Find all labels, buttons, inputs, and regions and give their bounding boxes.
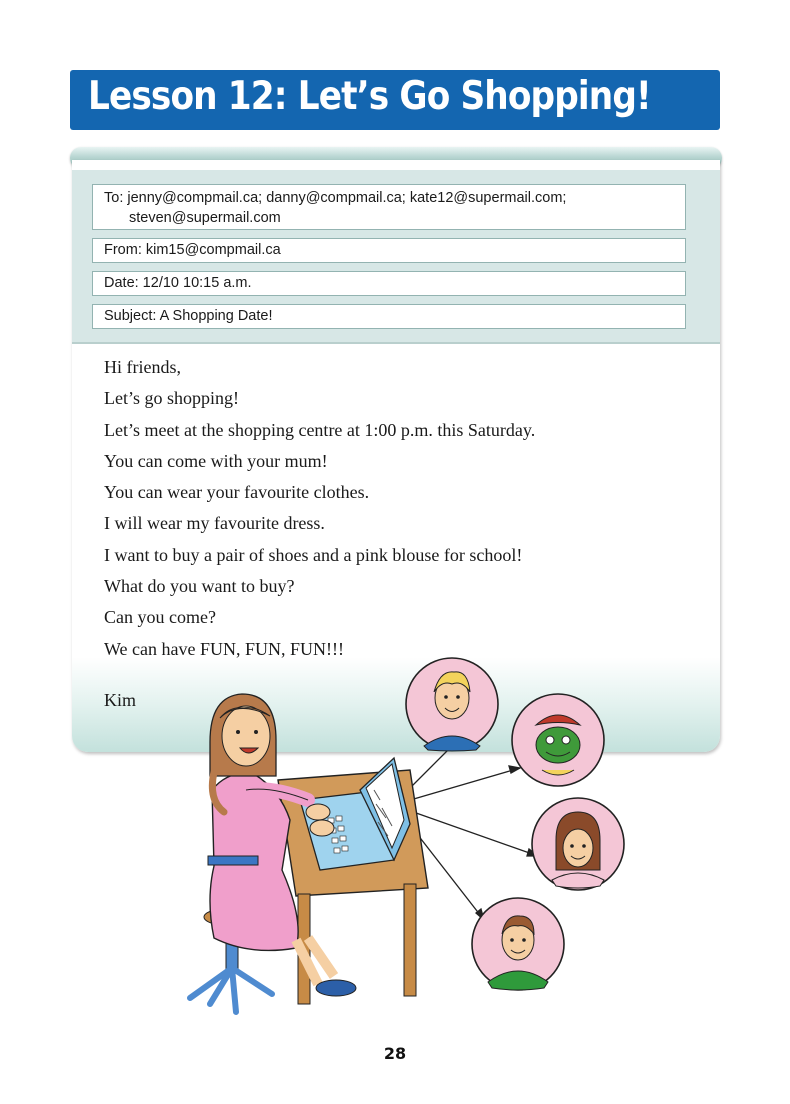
to-line-1: To: jenny@compmail.ca; danny@compmail.ca; kate12@supermail.com; xyxy=(104,190,567,206)
body-line: Let’s go shopping! xyxy=(104,388,239,409)
friend-portrait-girl-brown-hair xyxy=(532,798,624,890)
arrow-line xyxy=(400,768,520,803)
page-number: 28 xyxy=(383,1044,407,1063)
from-text: From: kim15@compmail.ca xyxy=(104,242,281,258)
lesson-title: Lesson 12: Let’s Go Shopping! xyxy=(88,74,651,119)
body-line: Hi friends, xyxy=(104,357,181,377)
friend-portrait-turtle xyxy=(512,694,604,786)
body-line: Let’s meet at the shopping centre at 1:00 p.m. this Saturday. xyxy=(104,419,536,440)
body-line: You can come with your mum! xyxy=(104,450,328,471)
friend-portrait-boy-blond xyxy=(406,658,498,751)
arrow-head xyxy=(509,766,520,773)
body-line: Can you come? xyxy=(104,607,216,628)
date-text: Date: 12/10 10:15 a.m. xyxy=(104,275,252,291)
to-line-2: steven@supermail.com xyxy=(129,210,281,226)
body-line: We can have FUN, FUN, FUN!!! xyxy=(104,638,345,659)
body-line: I want to buy a pair of shoes and a pink blouse for school! xyxy=(104,544,523,565)
body-line: I will wear my favourite dress. xyxy=(104,513,325,534)
subject-text: Subject: A Shopping Date! xyxy=(104,308,273,324)
girl-at-computer xyxy=(190,694,428,1012)
friend-portrait-boy-green xyxy=(472,898,564,990)
body-line: You can wear your favourite clothes. xyxy=(104,482,370,503)
body-line: What do you want to buy? xyxy=(104,576,295,597)
email-signature: Kim xyxy=(104,690,137,710)
